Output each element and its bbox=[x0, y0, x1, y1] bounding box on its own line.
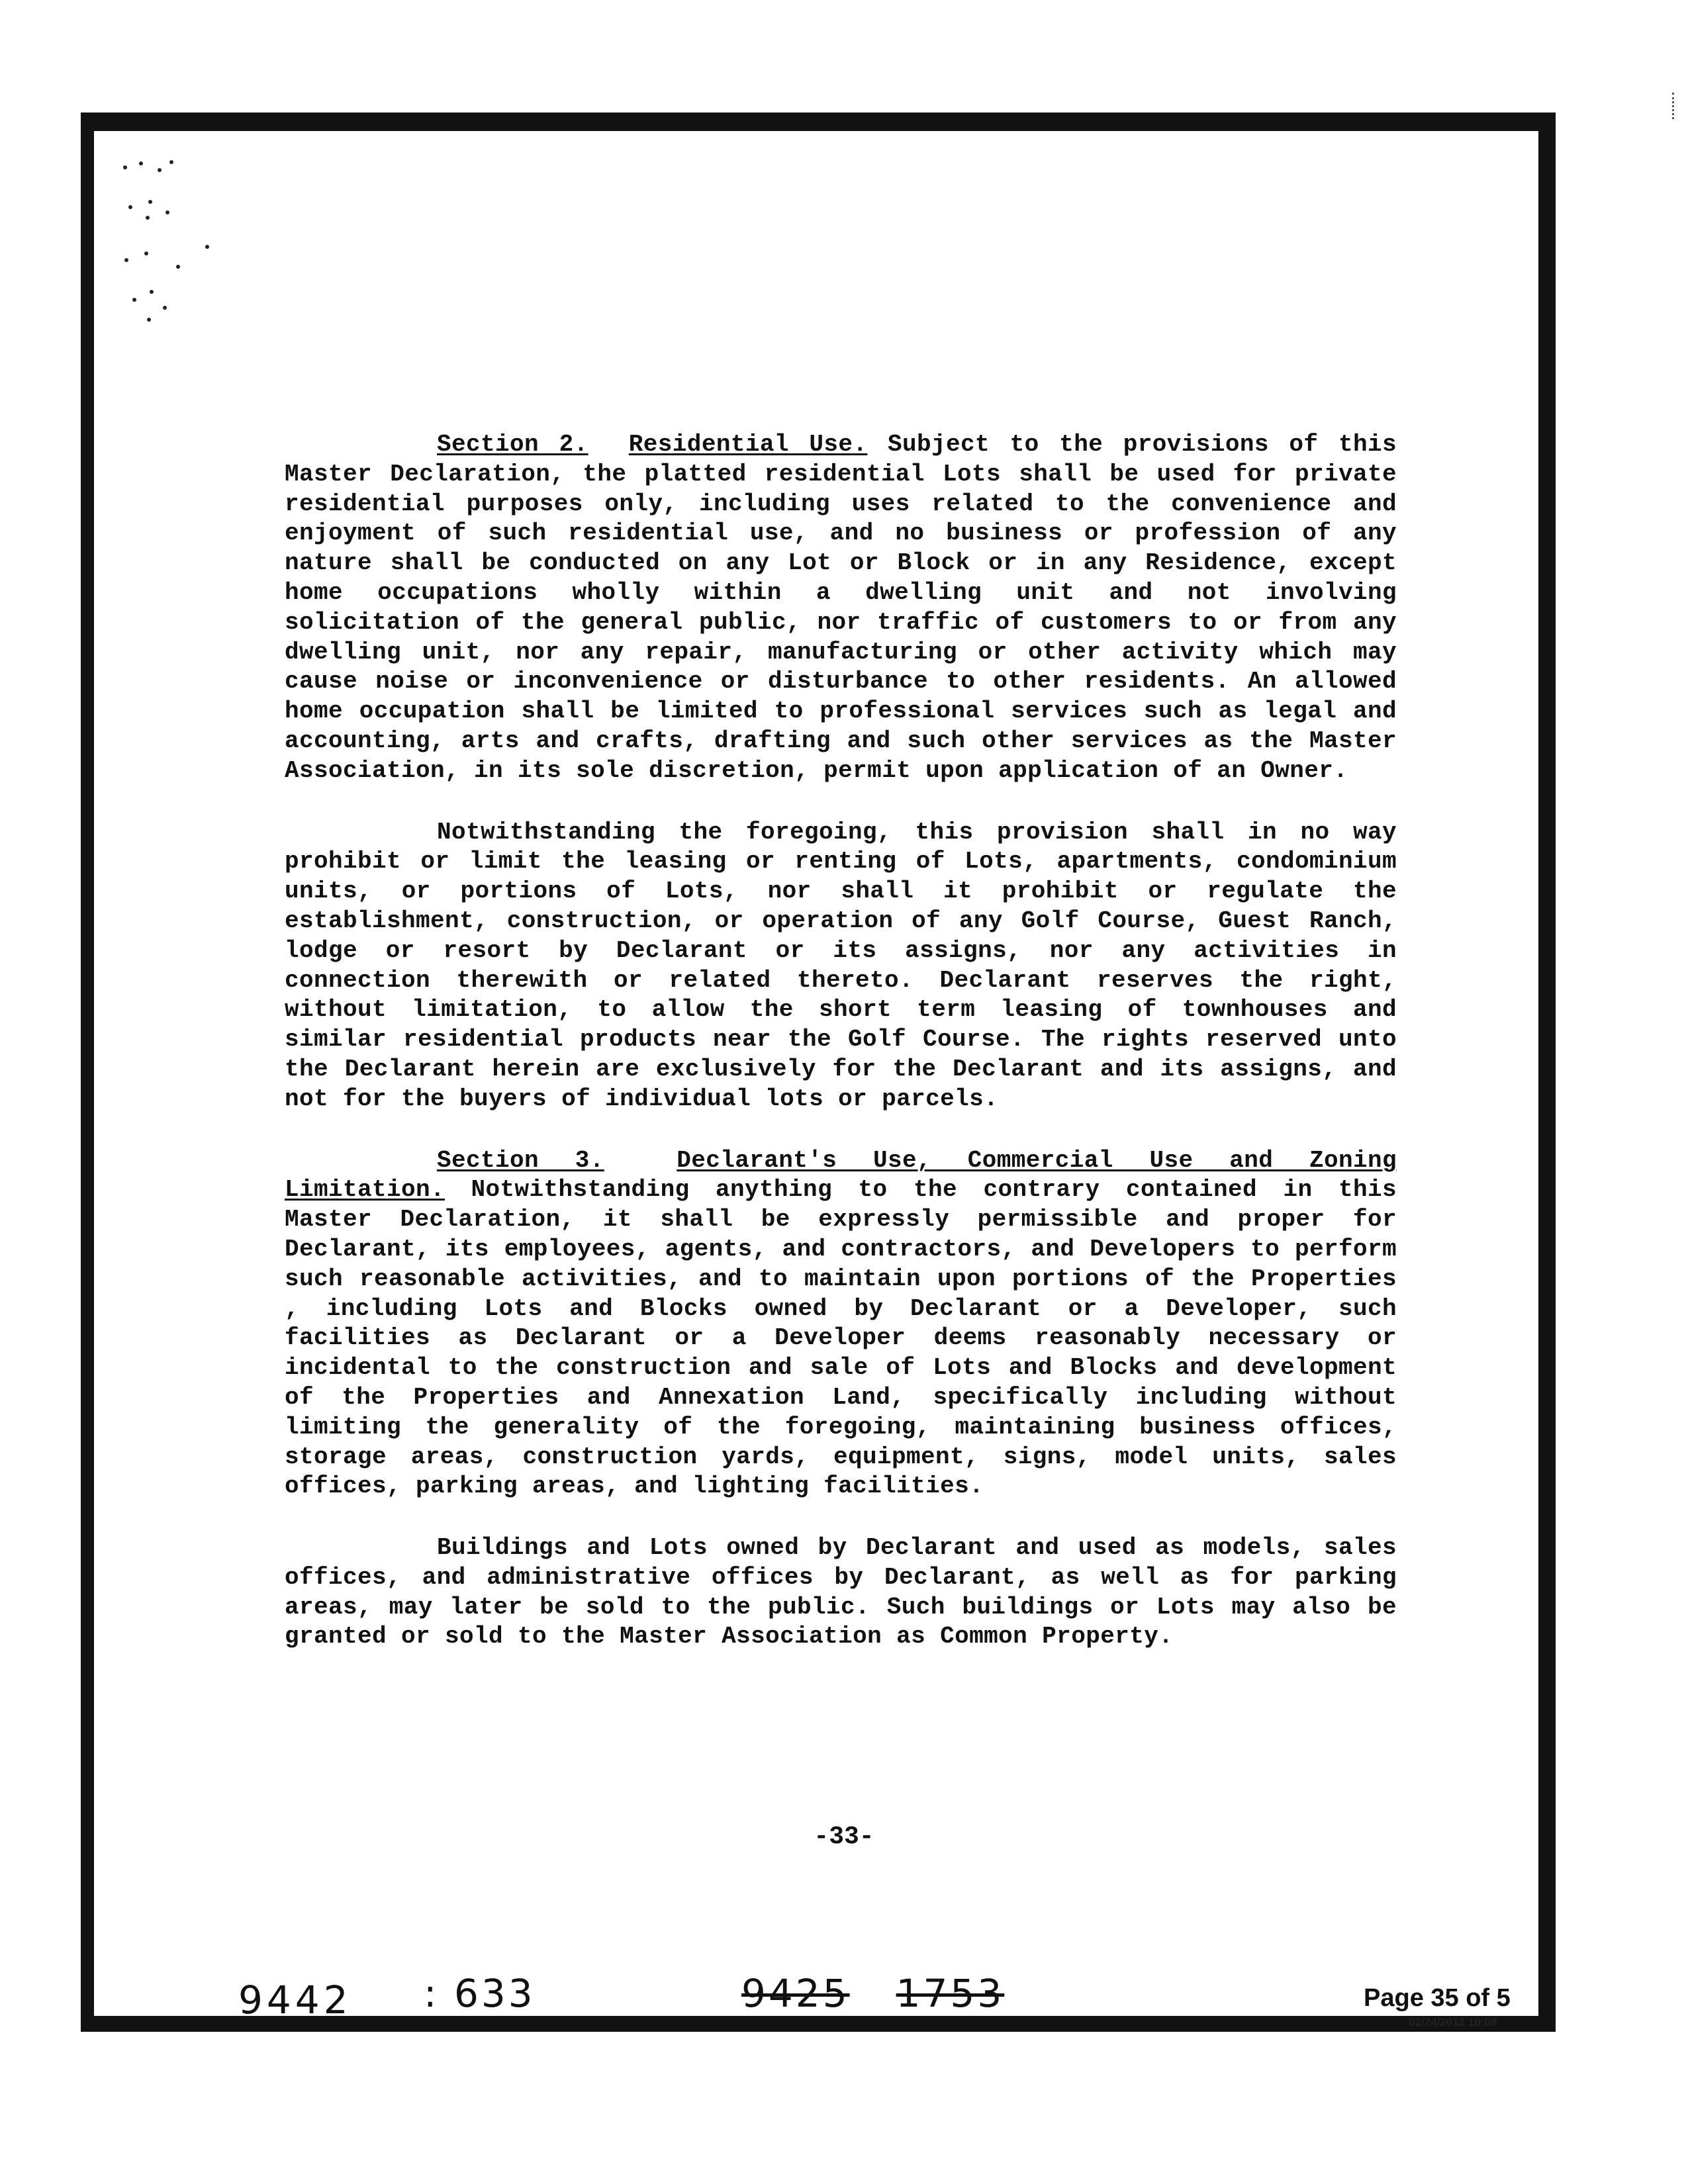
page-stamp-timestamp: 02/24/2012 10:08 bbox=[1409, 2016, 1497, 2028]
document-body bbox=[285, 430, 1397, 1652]
scan-edge-mark bbox=[1672, 93, 1677, 119]
section-3-paragraph bbox=[285, 1146, 1397, 1502]
struck-page-number: 1753 bbox=[896, 1971, 1005, 2016]
page-stamp: Page 35 of 5 bbox=[1364, 1984, 1511, 2012]
section-2-paragraph bbox=[285, 430, 1397, 786]
page-number: -33- bbox=[814, 1823, 874, 1851]
section-3-title: Declarant's Use, Commercial Use and Zoning Limitation. bbox=[285, 1146, 1397, 1204]
section-3-continuation bbox=[285, 1533, 1397, 1652]
section-3-number: Section 3. bbox=[437, 1146, 604, 1174]
struck-recording-reference bbox=[741, 1971, 1051, 2016]
recording-book-number: 9442 bbox=[238, 1978, 352, 2023]
section-2-text: Subject to the provisions of this Master Declaration, the platted residential Lots shall be used for private residential purposes only, including uses related to the convenience and enjoyment of such residential use, and no business or profession of any nature shall be conducted on any Lot or Block or in any Residence, except home occupations wholly within a dwelling unit and not involving solicitation of the general public, nor traffic of customers to or from any dwelling unit, nor any repair, manufacturing or other activity which may cause noise or inconvenience or disturbance to other residents. An allowed home occupation shall be limited to professional services such as legal and accounting, arts and crafts, drafting and such other services as the Master Association, in its sole discretion, permit upon application of an Owner. bbox=[285, 431, 1397, 784]
scan-specks bbox=[119, 159, 218, 331]
section-2-continuation bbox=[285, 818, 1397, 1115]
section-2-number: Section 2. bbox=[437, 431, 588, 458]
recording-page-number: : 633 bbox=[424, 1971, 536, 2016]
section-2-cont-text: Notwithstanding the foregoing, this provision shall in no way prohibit or limit the leasing or renting of Lots, apartments, condominium units, or portions of Lots, nor shall it prohibit or regulate the establishment, construction, or operation of any Golf Course, Guest Ranch, lodge or resort by Declarant or its assigns, nor any activities in connection therewith or related thereto. Declarant reserves the right, without limitation, to allow the short term leasing of townhouses and similar residential products near the Golf Course. The rights reserved unto the Declarant herein are exclusively for the Declarant and its assigns, and not for the buyers of individual lots or parcels. bbox=[285, 818, 1397, 1113]
struck-book-number: 9425 bbox=[741, 1971, 850, 2016]
section-2-title: Residential Use. bbox=[628, 431, 868, 458]
section-3-text: Notwithstanding anything to the contrary contained in this Master Declaration, it shall be expressly permissible and proper for Declarant, its employees, agents, and contractors, and Developers to perform such reasonable activities, and to maintain upon portions of the Properties , including Lots and Blocks owned by Declarant or a Developer, such facilities as Declarant or a Developer deems reasonably necessary or incidental to the construction and sale of Lots and Blocks and development of the Properties and Annexation Land, specifically including without limiting the generality of the foregoing, maintaining business offices, storage areas, construction yards, equipment, signs, model units, sales offices, parking areas, and lighting facilities. bbox=[285, 1176, 1397, 1500]
section-3-cont-text: Buildings and Lots owned by Declarant and used as models, sales offices, and administrative offices by Declarant, as well as for parking areas, may later be sold to the public. Such buildings or Lots may also be granted or sold to the Master Association as Common Property. bbox=[285, 1534, 1397, 1651]
